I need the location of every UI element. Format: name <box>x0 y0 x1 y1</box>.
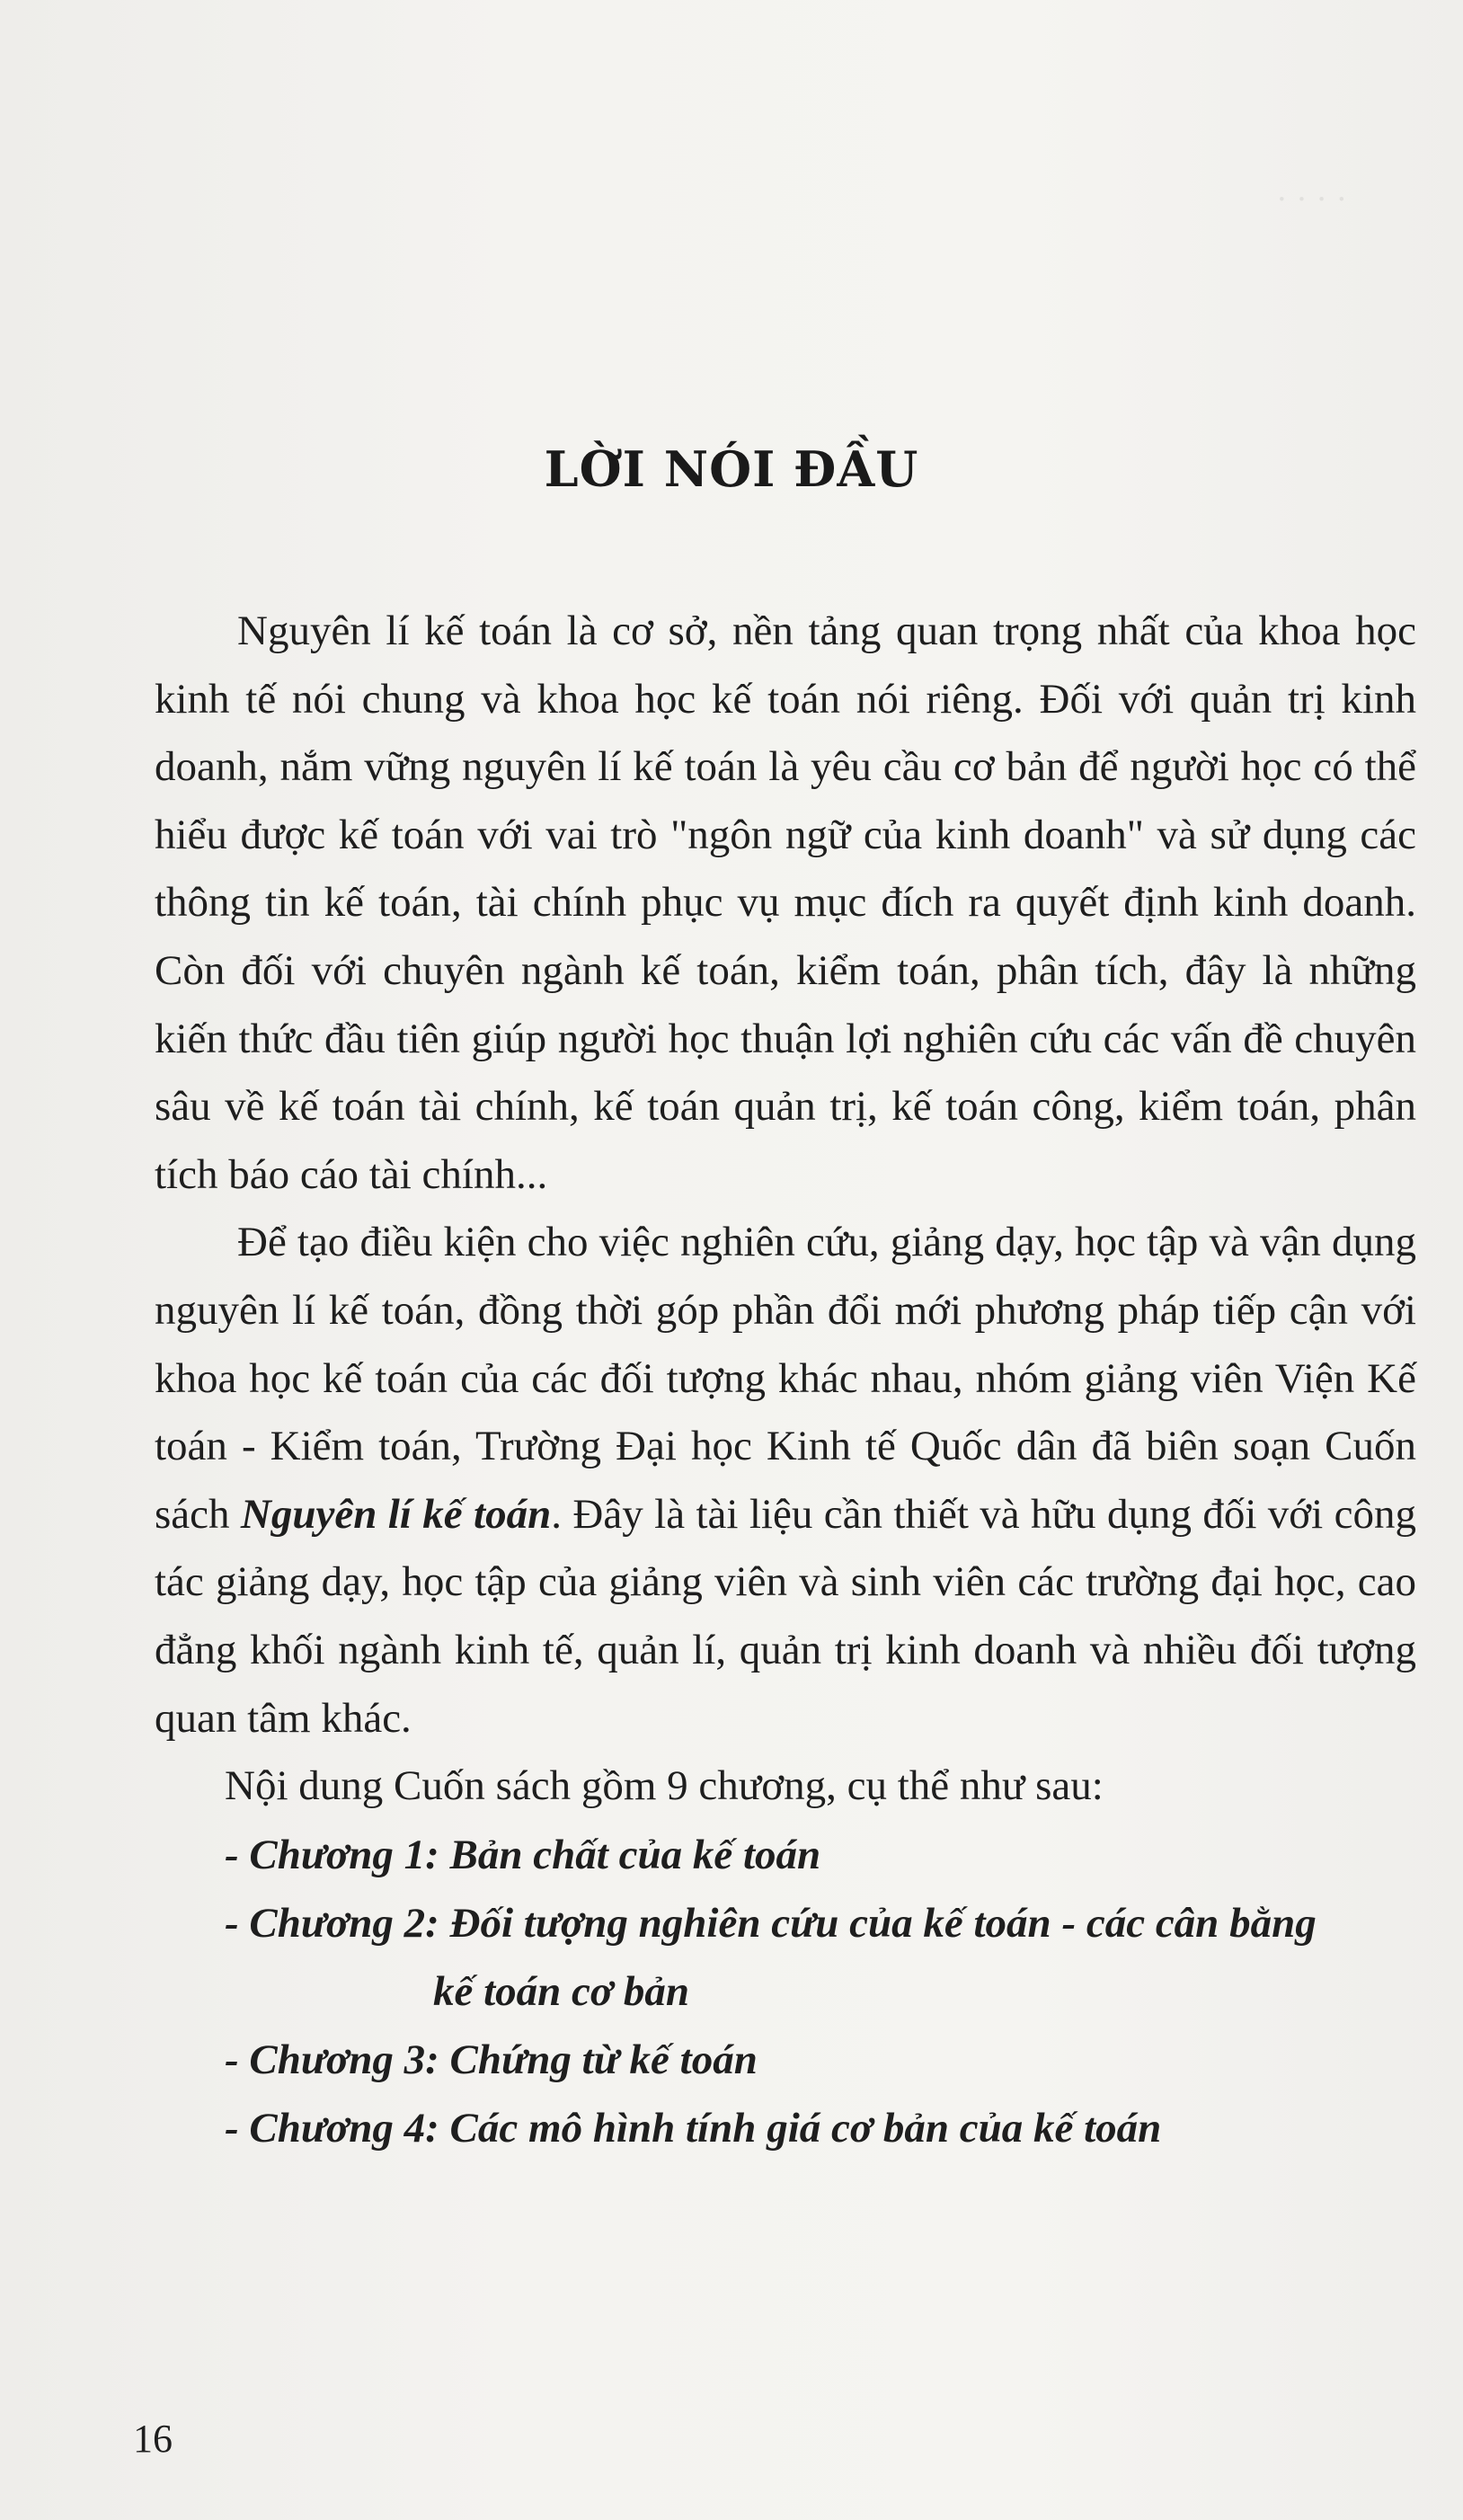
bleed-through-text: · · · · <box>1276 181 1348 218</box>
chapter-2 <box>155 1889 1416 2026</box>
chapter-3: - Chương 3: Chứng từ kế toán <box>225 2036 758 2083</box>
page-title: LỜI NÓI ĐẦU <box>544 440 919 498</box>
paragraph-2 <box>155 1209 1416 1752</box>
paragraph-2-before: Để tạo điều kiện cho việc nghiên cứu, giảng dạy, học tập và vận dụng nguyên lí kế toán, đồng thời góp phần đổi mới phương pháp tiếp cận với khoa học kế toán của các đối tượng khác nhau, nhóm giảng viên Viện Kế toán - Kiểm toán, Trường Đại học Kinh tế Quốc dân đã biên soạn Cuốn sách <box>155 1219 1416 1538</box>
chapter-2-line-2: kế toán cơ bản <box>433 1967 690 2015</box>
book-title: Nguyên lí kế toán <box>240 1490 552 1538</box>
paragraph-2-after: . Đây là tài liệu cần thiết và hữu dụng đối với công tác giảng dạy, học tập của giảng viên và sinh viên các trường đại học, cao đẳng khối ngành kinh tế, quản lí, quản trị kinh doanh và nhiều đối tượng quan tâm khác. <box>155 1490 1416 1742</box>
contents-intro: Nội dung Cuốn sách gồm 9 chương, cụ thể như sau: <box>225 1762 1104 1810</box>
page-number: 16 <box>133 2417 173 2461</box>
paragraph-1: Nguyên lí kế toán là cơ sở, nền tảng quan trọng nhất của khoa học kinh tế nói chung và khoa học kế toán nói riêng. Đối với quản trị kinh doanh, nắm vững nguyên lí kế toán là yêu cầu cơ bản để người học có thể hiểu được kế toán với vai trò "ngôn ngữ của kinh doanh" và sử dụng các thông tin kế toán, tài chính phục vụ mục đích ra quyết định kinh doanh. Còn đối với chuyên ngành kế toán, kiểm toán, phân tích, đây là những kiến thức đầu tiên giúp người học thuận lợi nghiên cứu các vấn đề chuyên sâu về kế toán tài chính, kế toán quản trị, kế toán công, kiểm toán, phân tích báo cáo tài chính... <box>155 608 1416 1198</box>
chapter-4: - Chương 4: Các mô hình tính giá cơ bản của kế toán <box>225 2104 1162 2152</box>
body-text <box>155 598 1416 2162</box>
chapter-1: - Chương 1: Bản chất của kế toán <box>225 1831 821 1878</box>
chapter-2-line-1: - Chương 2: Đối tượng nghiên cứu của kế toán - các cân bằng <box>225 1899 1317 1947</box>
